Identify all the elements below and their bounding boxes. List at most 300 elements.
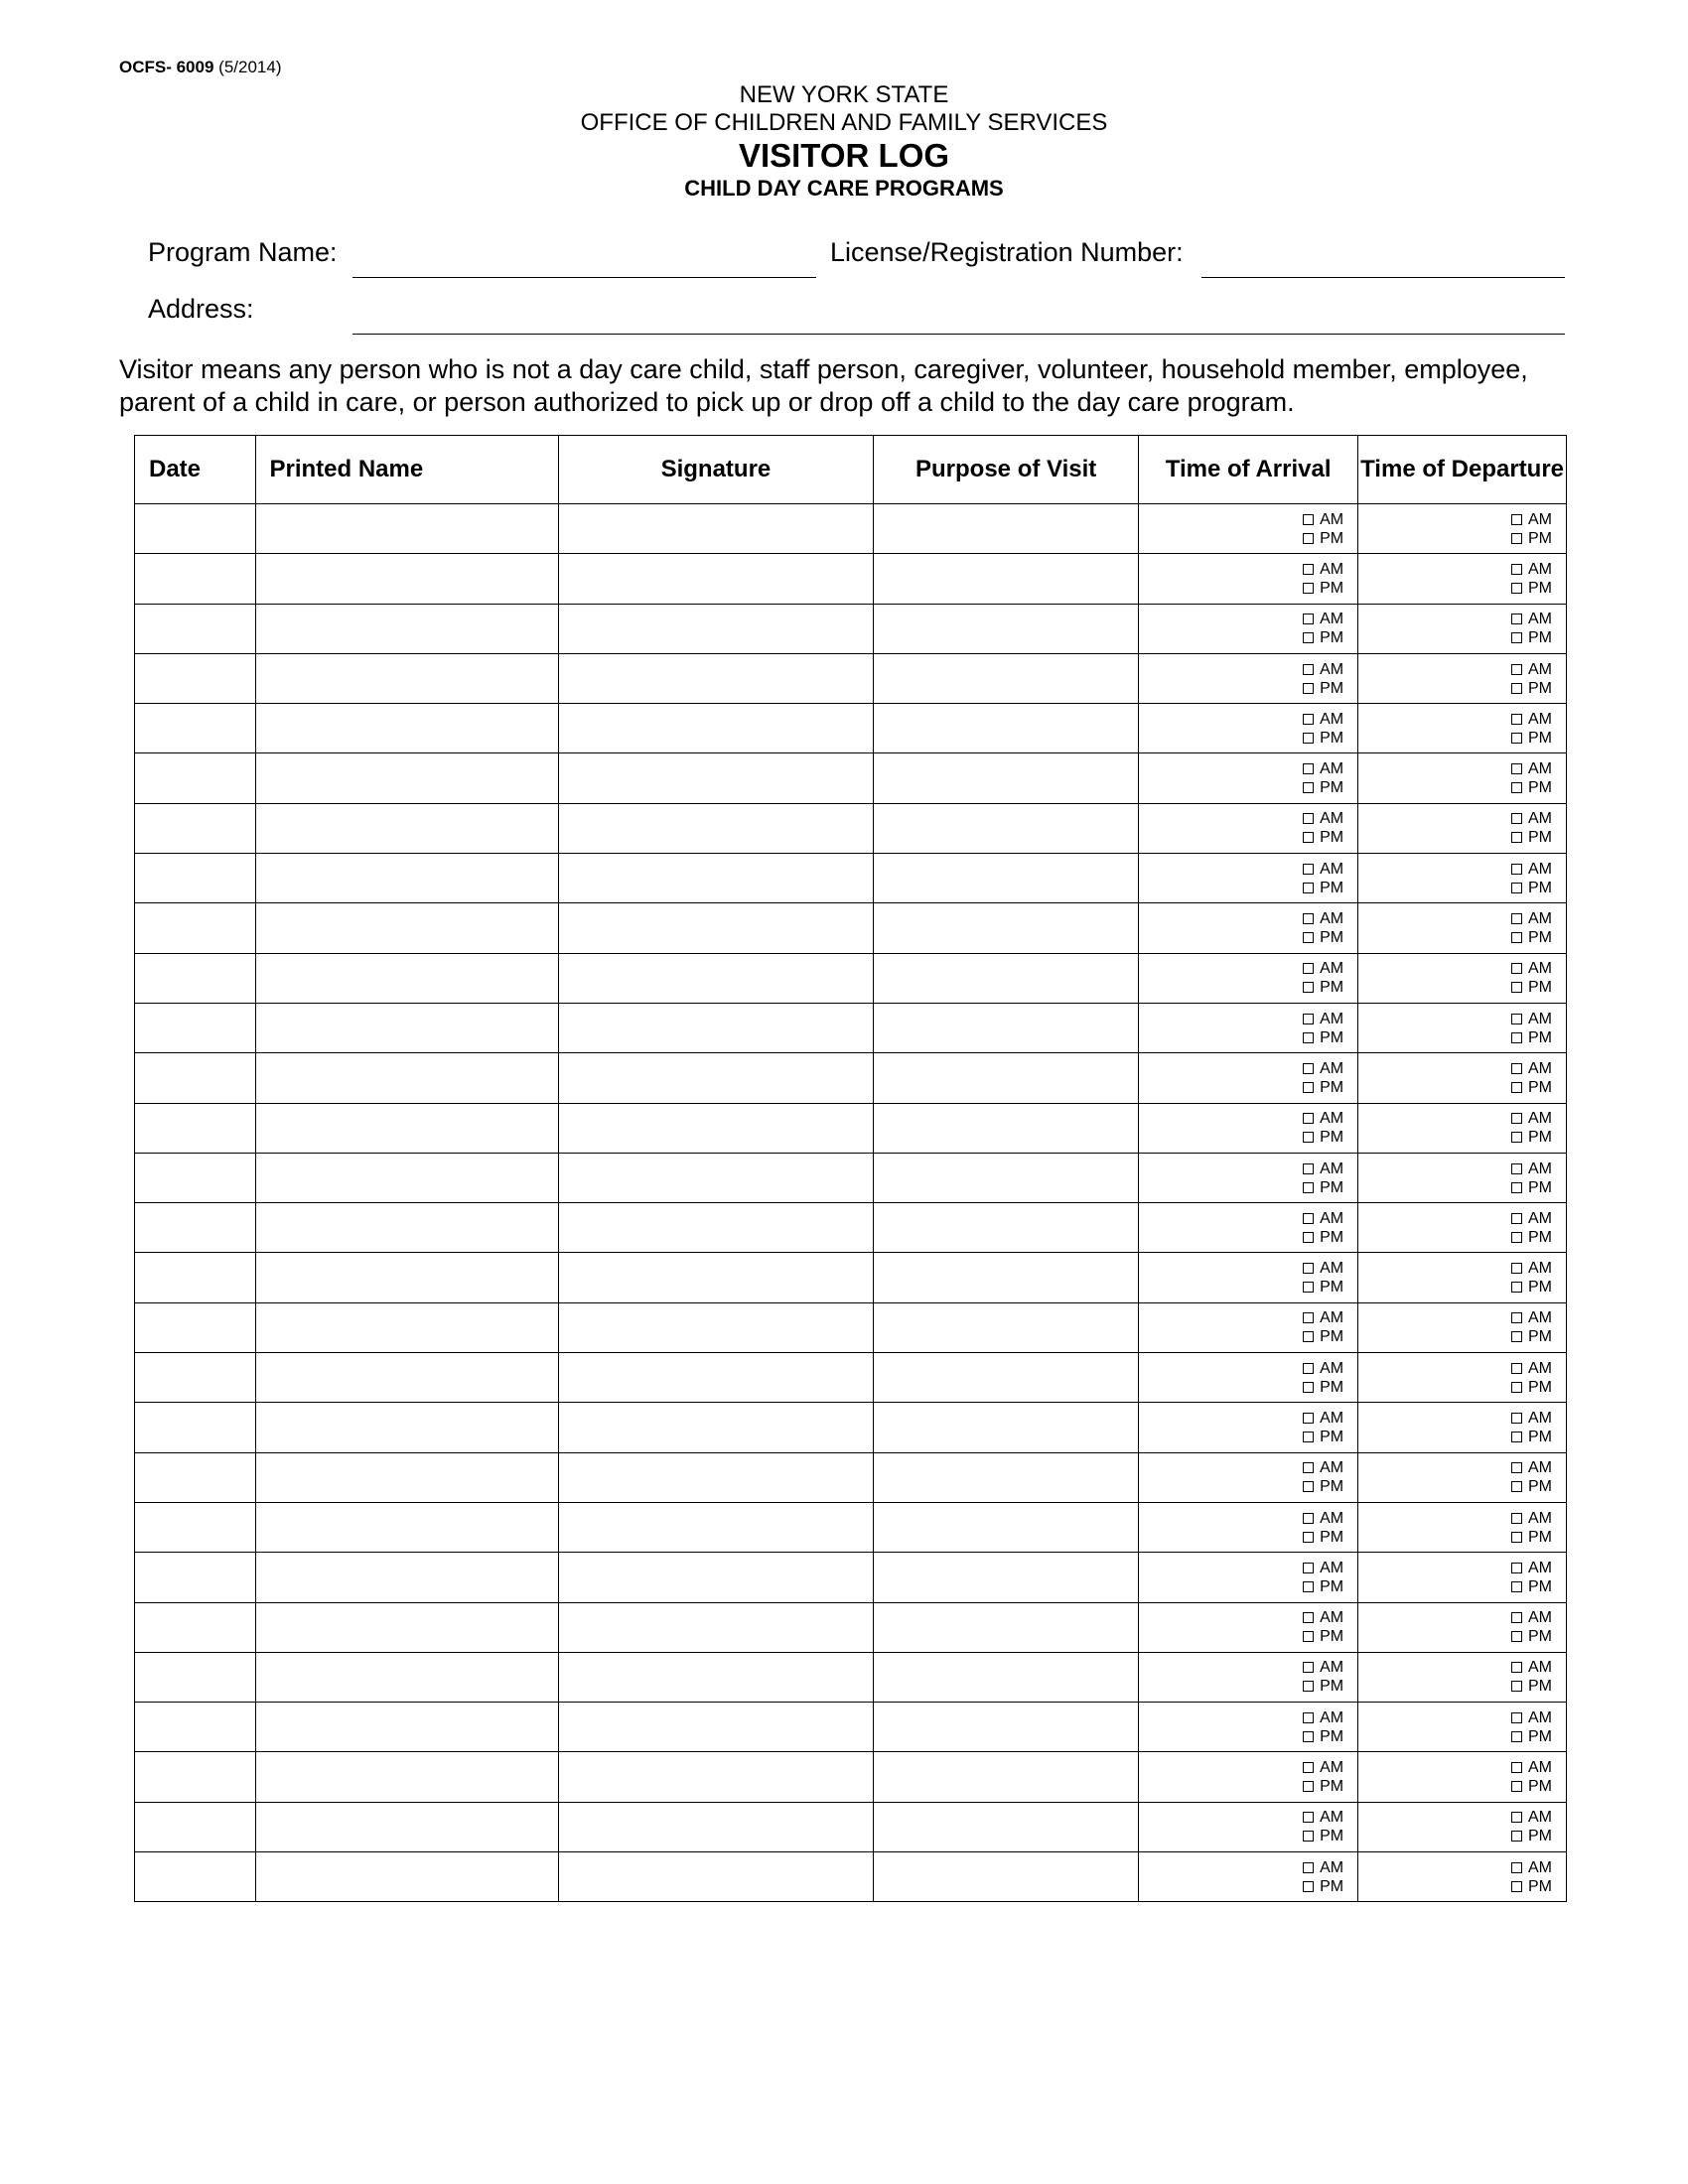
signature-cell[interactable] bbox=[558, 1353, 873, 1403]
signature-cell[interactable] bbox=[558, 1502, 873, 1552]
departure-am-checkbox[interactable] bbox=[1511, 1762, 1522, 1773]
arrival-time-cell[interactable] bbox=[1139, 604, 1358, 653]
arrival-am-option[interactable] bbox=[1303, 1559, 1343, 1577]
printed-name-cell[interactable] bbox=[255, 1652, 558, 1702]
departure-pm-option[interactable] bbox=[1511, 1777, 1552, 1796]
arrival-am-checkbox[interactable] bbox=[1303, 1113, 1314, 1124]
departure-pm-checkbox[interactable] bbox=[1511, 683, 1522, 694]
arrival-pm-option[interactable] bbox=[1303, 1178, 1343, 1197]
arrival-pm-option[interactable] bbox=[1303, 1078, 1343, 1097]
signature-cell[interactable] bbox=[558, 903, 873, 953]
departure-am-checkbox[interactable] bbox=[1511, 1213, 1522, 1224]
departure-am-option[interactable] bbox=[1511, 759, 1552, 778]
departure-pm-option[interactable] bbox=[1511, 1078, 1552, 1097]
arrival-am-option[interactable] bbox=[1303, 1658, 1343, 1677]
arrival-pm-option[interactable] bbox=[1303, 1278, 1343, 1297]
purpose-cell[interactable] bbox=[874, 1103, 1139, 1153]
arrival-am-checkbox[interactable] bbox=[1303, 1363, 1314, 1374]
arrival-time-cell[interactable] bbox=[1139, 1802, 1358, 1851]
arrival-time-cell[interactable] bbox=[1139, 953, 1358, 1003]
arrival-pm-option[interactable] bbox=[1303, 729, 1343, 748]
departure-am-checkbox[interactable] bbox=[1511, 1612, 1522, 1623]
arrival-am-option[interactable] bbox=[1303, 860, 1343, 879]
departure-am-option[interactable] bbox=[1511, 1059, 1552, 1078]
arrival-am-checkbox[interactable] bbox=[1303, 1063, 1314, 1074]
departure-am-checkbox[interactable] bbox=[1511, 564, 1522, 575]
departure-time-cell[interactable] bbox=[1358, 1003, 1567, 1052]
departure-time-cell[interactable] bbox=[1358, 1153, 1567, 1202]
arrival-am-checkbox[interactable] bbox=[1303, 714, 1314, 725]
date-cell[interactable] bbox=[135, 1703, 256, 1752]
arrival-time-cell[interactable] bbox=[1139, 1602, 1358, 1652]
arrival-time-cell[interactable] bbox=[1139, 1053, 1358, 1103]
printed-name-cell[interactable] bbox=[255, 1003, 558, 1052]
arrival-pm-option[interactable] bbox=[1303, 978, 1343, 997]
departure-am-option[interactable] bbox=[1511, 1608, 1552, 1627]
arrival-am-option[interactable] bbox=[1303, 1010, 1343, 1028]
arrival-am-checkbox[interactable] bbox=[1303, 1712, 1314, 1723]
purpose-cell[interactable] bbox=[874, 1652, 1139, 1702]
arrival-pm-checkbox[interactable] bbox=[1303, 1432, 1314, 1442]
departure-pm-option[interactable] bbox=[1511, 679, 1552, 698]
date-cell[interactable] bbox=[135, 1852, 256, 1902]
departure-pm-checkbox[interactable] bbox=[1511, 782, 1522, 793]
departure-time-cell[interactable] bbox=[1358, 554, 1567, 604]
departure-time-cell[interactable] bbox=[1358, 1703, 1567, 1752]
departure-pm-option[interactable] bbox=[1511, 1827, 1552, 1845]
arrival-am-option[interactable] bbox=[1303, 1409, 1343, 1428]
date-cell[interactable] bbox=[135, 1053, 256, 1103]
arrival-am-checkbox[interactable] bbox=[1303, 614, 1314, 624]
arrival-pm-option[interactable] bbox=[1303, 628, 1343, 647]
arrival-time-cell[interactable] bbox=[1139, 1452, 1358, 1502]
departure-pm-option[interactable] bbox=[1511, 1677, 1552, 1696]
date-cell[interactable] bbox=[135, 1103, 256, 1153]
arrival-pm-option[interactable] bbox=[1303, 928, 1343, 947]
departure-am-option[interactable] bbox=[1511, 860, 1552, 879]
arrival-am-option[interactable] bbox=[1303, 660, 1343, 679]
departure-pm-option[interactable] bbox=[1511, 1477, 1552, 1496]
signature-cell[interactable] bbox=[558, 854, 873, 903]
date-cell[interactable] bbox=[135, 1452, 256, 1502]
printed-name-cell[interactable] bbox=[255, 1203, 558, 1253]
printed-name-cell[interactable] bbox=[255, 1302, 558, 1352]
departure-pm-checkbox[interactable] bbox=[1511, 1382, 1522, 1393]
printed-name-cell[interactable] bbox=[255, 1353, 558, 1403]
departure-pm-option[interactable] bbox=[1511, 1378, 1552, 1397]
arrival-am-option[interactable] bbox=[1303, 610, 1343, 628]
departure-time-cell[interactable] bbox=[1358, 1253, 1567, 1302]
departure-pm-option[interactable] bbox=[1511, 1428, 1552, 1446]
departure-time-cell[interactable] bbox=[1358, 1403, 1567, 1452]
purpose-cell[interactable] bbox=[874, 653, 1139, 703]
date-cell[interactable] bbox=[135, 554, 256, 604]
purpose-cell[interactable] bbox=[874, 1153, 1139, 1202]
arrival-am-checkbox[interactable] bbox=[1303, 963, 1314, 974]
signature-cell[interactable] bbox=[558, 604, 873, 653]
signature-cell[interactable] bbox=[558, 1302, 873, 1352]
departure-am-checkbox[interactable] bbox=[1511, 813, 1522, 824]
arrival-pm-checkbox[interactable] bbox=[1303, 1631, 1314, 1642]
departure-am-checkbox[interactable] bbox=[1511, 1862, 1522, 1873]
date-cell[interactable] bbox=[135, 1403, 256, 1452]
arrival-time-cell[interactable] bbox=[1139, 1253, 1358, 1302]
purpose-cell[interactable] bbox=[874, 1003, 1139, 1052]
arrival-pm-option[interactable] bbox=[1303, 1577, 1343, 1596]
purpose-cell[interactable] bbox=[874, 1452, 1139, 1502]
arrival-pm-checkbox[interactable] bbox=[1303, 1781, 1314, 1792]
arrival-am-option[interactable] bbox=[1303, 1509, 1343, 1528]
arrival-pm-checkbox[interactable] bbox=[1303, 782, 1314, 793]
departure-am-checkbox[interactable] bbox=[1511, 1014, 1522, 1024]
departure-time-cell[interactable] bbox=[1358, 704, 1567, 753]
departure-am-checkbox[interactable] bbox=[1511, 664, 1522, 675]
departure-am-option[interactable] bbox=[1511, 1458, 1552, 1477]
printed-name-cell[interactable] bbox=[255, 1153, 558, 1202]
arrival-pm-checkbox[interactable] bbox=[1303, 632, 1314, 643]
date-cell[interactable] bbox=[135, 1203, 256, 1253]
departure-pm-checkbox[interactable] bbox=[1511, 1331, 1522, 1342]
purpose-cell[interactable] bbox=[874, 1802, 1139, 1851]
arrival-time-cell[interactable] bbox=[1139, 1103, 1358, 1153]
signature-cell[interactable] bbox=[558, 704, 873, 753]
departure-pm-checkbox[interactable] bbox=[1511, 1731, 1522, 1742]
departure-pm-option[interactable] bbox=[1511, 729, 1552, 748]
departure-pm-option[interactable] bbox=[1511, 1528, 1552, 1547]
purpose-cell[interactable] bbox=[874, 953, 1139, 1003]
arrival-pm-checkbox[interactable] bbox=[1303, 683, 1314, 694]
date-cell[interactable] bbox=[135, 1502, 256, 1552]
departure-am-option[interactable] bbox=[1511, 959, 1552, 978]
arrival-am-checkbox[interactable] bbox=[1303, 864, 1314, 875]
printed-name-cell[interactable] bbox=[255, 1452, 558, 1502]
arrival-am-option[interactable] bbox=[1303, 1858, 1343, 1877]
departure-pm-checkbox[interactable] bbox=[1511, 1681, 1522, 1692]
arrival-am-checkbox[interactable] bbox=[1303, 913, 1314, 924]
departure-time-cell[interactable] bbox=[1358, 1452, 1567, 1502]
arrival-pm-option[interactable] bbox=[1303, 1727, 1343, 1746]
arrival-pm-option[interactable] bbox=[1303, 1228, 1343, 1247]
arrival-time-cell[interactable] bbox=[1139, 704, 1358, 753]
departure-pm-checkbox[interactable] bbox=[1511, 1232, 1522, 1243]
departure-am-checkbox[interactable] bbox=[1511, 763, 1522, 774]
departure-time-cell[interactable] bbox=[1358, 1053, 1567, 1103]
purpose-cell[interactable] bbox=[874, 1502, 1139, 1552]
purpose-cell[interactable] bbox=[874, 803, 1139, 853]
arrival-pm-option[interactable] bbox=[1303, 679, 1343, 698]
departure-am-checkbox[interactable] bbox=[1511, 1063, 1522, 1074]
departure-pm-option[interactable] bbox=[1511, 628, 1552, 647]
arrival-pm-checkbox[interactable] bbox=[1303, 533, 1314, 544]
departure-am-checkbox[interactable] bbox=[1511, 1263, 1522, 1274]
arrival-am-checkbox[interactable] bbox=[1303, 1662, 1314, 1673]
arrival-am-checkbox[interactable] bbox=[1303, 1163, 1314, 1174]
departure-am-checkbox[interactable] bbox=[1511, 1163, 1522, 1174]
departure-am-checkbox[interactable] bbox=[1511, 1363, 1522, 1374]
arrival-am-checkbox[interactable] bbox=[1303, 1862, 1314, 1873]
arrival-pm-option[interactable] bbox=[1303, 1028, 1343, 1047]
arrival-am-option[interactable] bbox=[1303, 1608, 1343, 1627]
purpose-cell[interactable] bbox=[874, 854, 1139, 903]
arrival-time-cell[interactable] bbox=[1139, 1302, 1358, 1352]
arrival-am-option[interactable] bbox=[1303, 1160, 1343, 1178]
arrival-pm-checkbox[interactable] bbox=[1303, 1331, 1314, 1342]
arrival-pm-checkbox[interactable] bbox=[1303, 733, 1314, 744]
arrival-time-cell[interactable] bbox=[1139, 1003, 1358, 1052]
signature-cell[interactable] bbox=[558, 1703, 873, 1752]
departure-pm-option[interactable] bbox=[1511, 1178, 1552, 1197]
departure-am-checkbox[interactable] bbox=[1511, 1413, 1522, 1424]
printed-name-cell[interactable] bbox=[255, 903, 558, 953]
departure-pm-checkbox[interactable] bbox=[1511, 1581, 1522, 1592]
date-cell[interactable] bbox=[135, 753, 256, 803]
address-field[interactable] bbox=[352, 334, 1565, 335]
departure-am-checkbox[interactable] bbox=[1511, 1312, 1522, 1323]
arrival-pm-checkbox[interactable] bbox=[1303, 1581, 1314, 1592]
purpose-cell[interactable] bbox=[874, 1053, 1139, 1103]
departure-am-option[interactable] bbox=[1511, 1160, 1552, 1178]
arrival-time-cell[interactable] bbox=[1139, 1852, 1358, 1902]
arrival-pm-option[interactable] bbox=[1303, 1378, 1343, 1397]
arrival-am-option[interactable] bbox=[1303, 959, 1343, 978]
printed-name-cell[interactable] bbox=[255, 1802, 558, 1851]
departure-pm-checkbox[interactable] bbox=[1511, 1432, 1522, 1442]
signature-cell[interactable] bbox=[558, 1203, 873, 1253]
date-cell[interactable] bbox=[135, 1802, 256, 1851]
purpose-cell[interactable] bbox=[874, 504, 1139, 554]
arrival-time-cell[interactable] bbox=[1139, 1203, 1358, 1253]
arrival-time-cell[interactable] bbox=[1139, 854, 1358, 903]
arrival-am-option[interactable] bbox=[1303, 710, 1343, 729]
arrival-am-checkbox[interactable] bbox=[1303, 1312, 1314, 1323]
arrival-am-checkbox[interactable] bbox=[1303, 1612, 1314, 1623]
purpose-cell[interactable] bbox=[874, 903, 1139, 953]
arrival-am-checkbox[interactable] bbox=[1303, 664, 1314, 675]
purpose-cell[interactable] bbox=[874, 604, 1139, 653]
arrival-pm-checkbox[interactable] bbox=[1303, 583, 1314, 594]
departure-am-option[interactable] bbox=[1511, 1509, 1552, 1528]
departure-am-option[interactable] bbox=[1511, 1559, 1552, 1577]
date-cell[interactable] bbox=[135, 1003, 256, 1052]
printed-name-cell[interactable] bbox=[255, 1502, 558, 1552]
purpose-cell[interactable] bbox=[874, 554, 1139, 604]
arrival-pm-checkbox[interactable] bbox=[1303, 1132, 1314, 1143]
arrival-pm-option[interactable] bbox=[1303, 1827, 1343, 1845]
arrival-time-cell[interactable] bbox=[1139, 1652, 1358, 1702]
arrival-am-option[interactable] bbox=[1303, 1259, 1343, 1278]
departure-time-cell[interactable] bbox=[1358, 1802, 1567, 1851]
departure-am-option[interactable] bbox=[1511, 1259, 1552, 1278]
arrival-time-cell[interactable] bbox=[1139, 1353, 1358, 1403]
signature-cell[interactable] bbox=[558, 1103, 873, 1153]
arrival-am-option[interactable] bbox=[1303, 1308, 1343, 1327]
departure-pm-checkbox[interactable] bbox=[1511, 632, 1522, 643]
arrival-pm-option[interactable] bbox=[1303, 1677, 1343, 1696]
purpose-cell[interactable] bbox=[874, 1203, 1139, 1253]
departure-pm-checkbox[interactable] bbox=[1511, 1282, 1522, 1293]
departure-pm-checkbox[interactable] bbox=[1511, 932, 1522, 943]
arrival-pm-checkbox[interactable] bbox=[1303, 1282, 1314, 1293]
departure-pm-checkbox[interactable] bbox=[1511, 1481, 1522, 1492]
departure-pm-checkbox[interactable] bbox=[1511, 832, 1522, 843]
arrival-pm-checkbox[interactable] bbox=[1303, 1881, 1314, 1892]
arrival-am-option[interactable] bbox=[1303, 1758, 1343, 1777]
arrival-pm-option[interactable] bbox=[1303, 1877, 1343, 1896]
printed-name-cell[interactable] bbox=[255, 1752, 558, 1802]
departure-time-cell[interactable] bbox=[1358, 1103, 1567, 1153]
printed-name-cell[interactable] bbox=[255, 1053, 558, 1103]
departure-am-checkbox[interactable] bbox=[1511, 864, 1522, 875]
arrival-pm-checkbox[interactable] bbox=[1303, 1681, 1314, 1692]
arrival-time-cell[interactable] bbox=[1139, 803, 1358, 853]
departure-time-cell[interactable] bbox=[1358, 953, 1567, 1003]
departure-time-cell[interactable] bbox=[1358, 604, 1567, 653]
departure-pm-checkbox[interactable] bbox=[1511, 883, 1522, 893]
arrival-pm-checkbox[interactable] bbox=[1303, 1481, 1314, 1492]
arrival-am-option[interactable] bbox=[1303, 809, 1343, 828]
arrival-pm-checkbox[interactable] bbox=[1303, 982, 1314, 993]
arrival-am-option[interactable] bbox=[1303, 1059, 1343, 1078]
departure-pm-option[interactable] bbox=[1511, 1727, 1552, 1746]
departure-time-cell[interactable] bbox=[1358, 1602, 1567, 1652]
arrival-am-checkbox[interactable] bbox=[1303, 1762, 1314, 1773]
arrival-am-option[interactable] bbox=[1303, 1458, 1343, 1477]
arrival-pm-option[interactable] bbox=[1303, 579, 1343, 598]
signature-cell[interactable] bbox=[558, 953, 873, 1003]
arrival-time-cell[interactable] bbox=[1139, 1752, 1358, 1802]
departure-pm-option[interactable] bbox=[1511, 978, 1552, 997]
departure-am-checkbox[interactable] bbox=[1511, 963, 1522, 974]
signature-cell[interactable] bbox=[558, 1602, 873, 1652]
departure-time-cell[interactable] bbox=[1358, 1353, 1567, 1403]
departure-am-option[interactable] bbox=[1511, 1409, 1552, 1428]
license-number-field[interactable] bbox=[1201, 277, 1565, 278]
purpose-cell[interactable] bbox=[874, 1703, 1139, 1752]
arrival-pm-checkbox[interactable] bbox=[1303, 1382, 1314, 1393]
arrival-time-cell[interactable] bbox=[1139, 1502, 1358, 1552]
arrival-pm-option[interactable] bbox=[1303, 828, 1343, 847]
purpose-cell[interactable] bbox=[874, 1553, 1139, 1602]
departure-am-checkbox[interactable] bbox=[1511, 1712, 1522, 1723]
date-cell[interactable] bbox=[135, 854, 256, 903]
arrival-am-checkbox[interactable] bbox=[1303, 1812, 1314, 1823]
departure-am-option[interactable] bbox=[1511, 1109, 1552, 1128]
departure-am-option[interactable] bbox=[1511, 610, 1552, 628]
departure-pm-option[interactable] bbox=[1511, 529, 1552, 548]
arrival-am-option[interactable] bbox=[1303, 510, 1343, 529]
arrival-pm-option[interactable] bbox=[1303, 1528, 1343, 1547]
departure-pm-option[interactable] bbox=[1511, 828, 1552, 847]
arrival-am-checkbox[interactable] bbox=[1303, 1563, 1314, 1573]
date-cell[interactable] bbox=[135, 803, 256, 853]
departure-am-option[interactable] bbox=[1511, 1658, 1552, 1677]
departure-pm-checkbox[interactable] bbox=[1511, 1032, 1522, 1043]
signature-cell[interactable] bbox=[558, 1153, 873, 1202]
departure-pm-option[interactable] bbox=[1511, 1228, 1552, 1247]
arrival-am-option[interactable] bbox=[1303, 1359, 1343, 1378]
arrival-time-cell[interactable] bbox=[1139, 1703, 1358, 1752]
signature-cell[interactable] bbox=[558, 1802, 873, 1851]
departure-time-cell[interactable] bbox=[1358, 1502, 1567, 1552]
arrival-am-option[interactable] bbox=[1303, 759, 1343, 778]
arrival-am-option[interactable] bbox=[1303, 1708, 1343, 1727]
signature-cell[interactable] bbox=[558, 753, 873, 803]
date-cell[interactable] bbox=[135, 1302, 256, 1352]
departure-am-checkbox[interactable] bbox=[1511, 614, 1522, 624]
purpose-cell[interactable] bbox=[874, 1353, 1139, 1403]
date-cell[interactable] bbox=[135, 1253, 256, 1302]
departure-pm-option[interactable] bbox=[1511, 579, 1552, 598]
printed-name-cell[interactable] bbox=[255, 604, 558, 653]
departure-time-cell[interactable] bbox=[1358, 1302, 1567, 1352]
signature-cell[interactable] bbox=[558, 1852, 873, 1902]
arrival-am-checkbox[interactable] bbox=[1303, 514, 1314, 525]
arrival-pm-checkbox[interactable] bbox=[1303, 883, 1314, 893]
departure-pm-option[interactable] bbox=[1511, 1627, 1552, 1646]
arrival-am-checkbox[interactable] bbox=[1303, 1213, 1314, 1224]
signature-cell[interactable] bbox=[558, 1652, 873, 1702]
departure-pm-checkbox[interactable] bbox=[1511, 1631, 1522, 1642]
departure-pm-option[interactable] bbox=[1511, 928, 1552, 947]
departure-am-option[interactable] bbox=[1511, 1359, 1552, 1378]
signature-cell[interactable] bbox=[558, 1752, 873, 1802]
printed-name-cell[interactable] bbox=[255, 1852, 558, 1902]
printed-name-cell[interactable] bbox=[255, 753, 558, 803]
arrival-pm-checkbox[interactable] bbox=[1303, 1032, 1314, 1043]
arrival-am-option[interactable] bbox=[1303, 1109, 1343, 1128]
departure-am-option[interactable] bbox=[1511, 1010, 1552, 1028]
departure-am-checkbox[interactable] bbox=[1511, 1812, 1522, 1823]
purpose-cell[interactable] bbox=[874, 1752, 1139, 1802]
date-cell[interactable] bbox=[135, 504, 256, 554]
departure-pm-option[interactable] bbox=[1511, 1028, 1552, 1047]
printed-name-cell[interactable] bbox=[255, 1602, 558, 1652]
printed-name-cell[interactable] bbox=[255, 504, 558, 554]
program-name-field[interactable] bbox=[352, 277, 816, 278]
arrival-pm-option[interactable] bbox=[1303, 778, 1343, 797]
departure-am-checkbox[interactable] bbox=[1511, 514, 1522, 525]
departure-time-cell[interactable] bbox=[1358, 803, 1567, 853]
departure-am-option[interactable] bbox=[1511, 510, 1552, 529]
departure-pm-option[interactable] bbox=[1511, 879, 1552, 897]
departure-time-cell[interactable] bbox=[1358, 653, 1567, 703]
date-cell[interactable] bbox=[135, 1752, 256, 1802]
signature-cell[interactable] bbox=[558, 554, 873, 604]
departure-am-checkbox[interactable] bbox=[1511, 1662, 1522, 1673]
printed-name-cell[interactable] bbox=[255, 1253, 558, 1302]
arrival-time-cell[interactable] bbox=[1139, 1403, 1358, 1452]
arrival-pm-checkbox[interactable] bbox=[1303, 832, 1314, 843]
arrival-pm-checkbox[interactable] bbox=[1303, 1082, 1314, 1093]
arrival-am-option[interactable] bbox=[1303, 909, 1343, 928]
arrival-pm-option[interactable] bbox=[1303, 1327, 1343, 1346]
departure-pm-option[interactable] bbox=[1511, 778, 1552, 797]
arrival-am-checkbox[interactable] bbox=[1303, 763, 1314, 774]
printed-name-cell[interactable] bbox=[255, 1103, 558, 1153]
arrival-pm-option[interactable] bbox=[1303, 529, 1343, 548]
departure-pm-option[interactable] bbox=[1511, 1128, 1552, 1147]
departure-am-option[interactable] bbox=[1511, 909, 1552, 928]
arrival-pm-option[interactable] bbox=[1303, 1128, 1343, 1147]
printed-name-cell[interactable] bbox=[255, 803, 558, 853]
departure-pm-checkbox[interactable] bbox=[1511, 1182, 1522, 1193]
signature-cell[interactable] bbox=[558, 1452, 873, 1502]
printed-name-cell[interactable] bbox=[255, 1403, 558, 1452]
arrival-pm-checkbox[interactable] bbox=[1303, 932, 1314, 943]
arrival-time-cell[interactable] bbox=[1139, 653, 1358, 703]
arrival-pm-checkbox[interactable] bbox=[1303, 1731, 1314, 1742]
signature-cell[interactable] bbox=[558, 1403, 873, 1452]
